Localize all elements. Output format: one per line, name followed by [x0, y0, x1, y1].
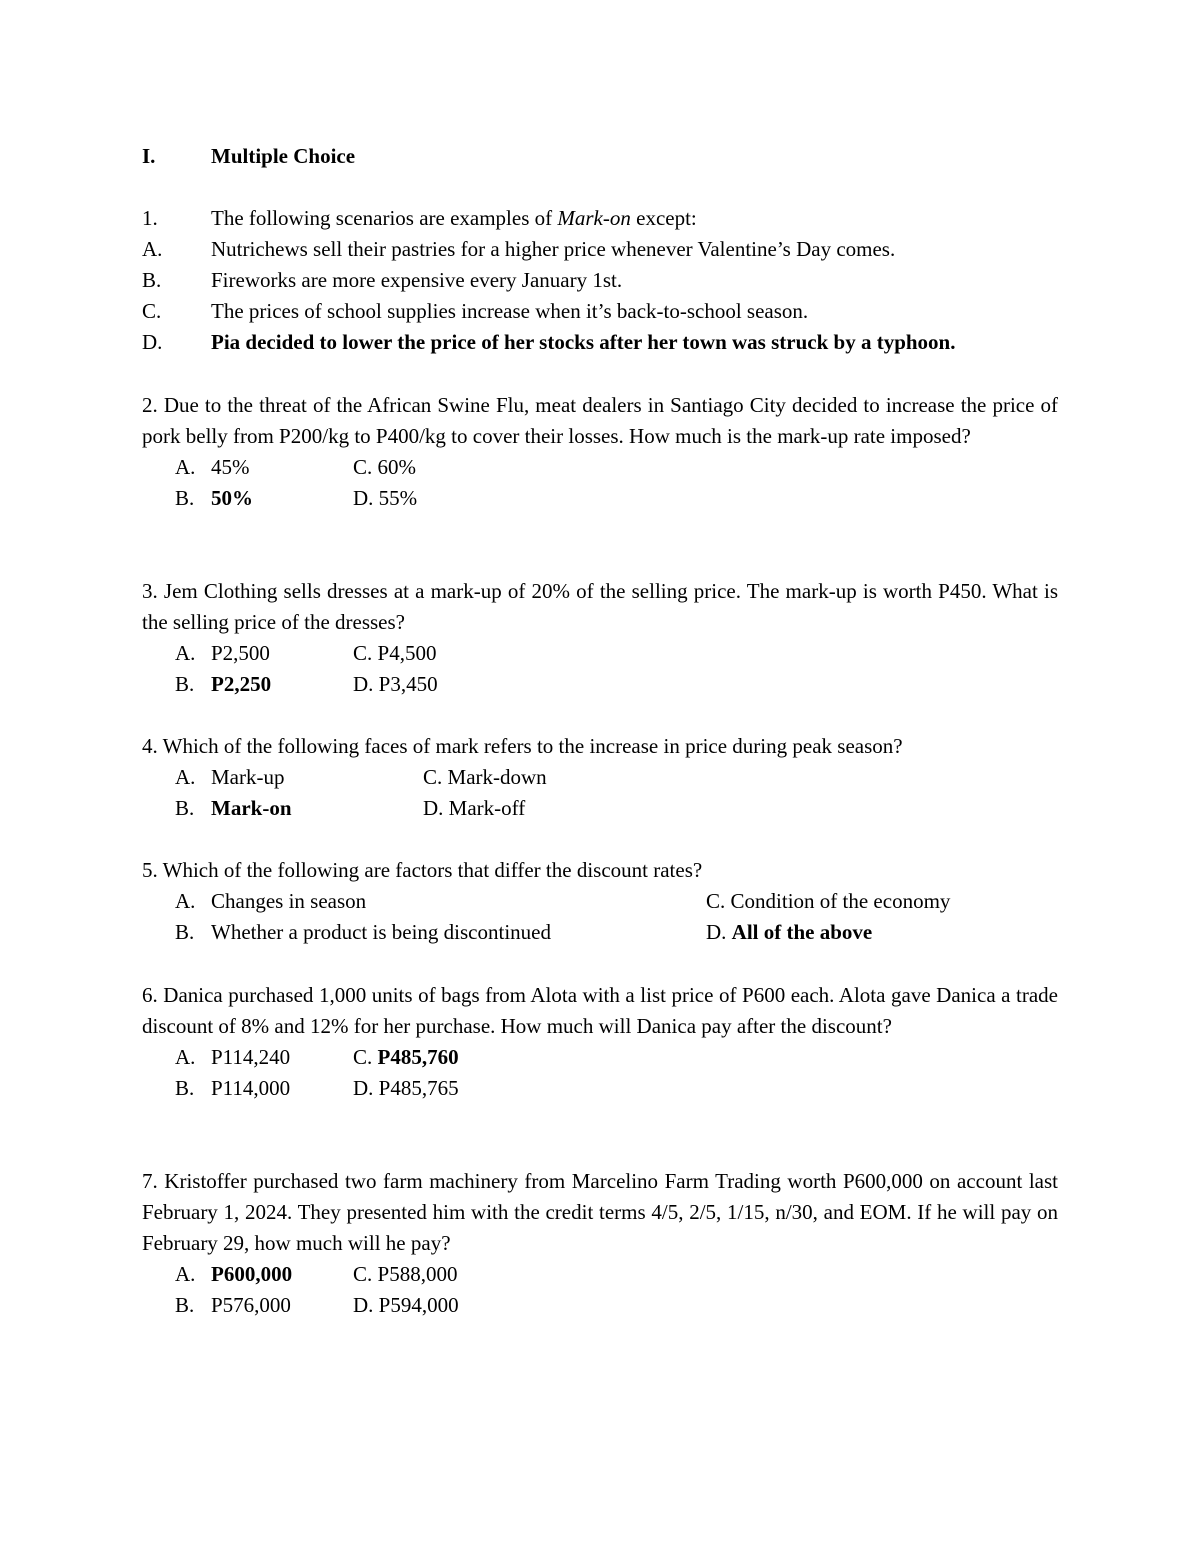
section-title: Multiple Choice [211, 144, 356, 168]
question-7-choices [175, 1259, 1058, 1321]
choice-c-text: P588,000 [377, 1262, 458, 1286]
choice-letter: C. [353, 1262, 373, 1286]
section-number: I. [142, 144, 156, 168]
question-3-stem: 3. Jem Clothing sells dresses at a mark-up of 20% of the selling price. The mark-up is worth P450. What is the selling price of the dresses? [142, 579, 1058, 634]
question-1-stem [142, 203, 956, 234]
question-4-stem: 4. Which of the following faces of mark refers to the increase in price during peak season? [142, 734, 903, 758]
choice-letter: A. [175, 1045, 196, 1069]
choice-c-text: Mark-down [447, 765, 547, 789]
choice-letter: A. [175, 641, 196, 665]
question-7-stem: 7. Kristoffer purchased two farm machinery from Marcelino Farm Trading worth P600,000 on account last February 1, 2024. They presented him with the credit terms 4/5, 2/5, 1/15, n/30, and EOM. If he will pay on February 29, how much will he pay? [142, 1169, 1058, 1255]
choice-b-text: P114,000 [211, 1076, 291, 1100]
choice-letter: C. [353, 641, 373, 665]
choice-letter: A. [175, 1262, 196, 1286]
question-2 [142, 390, 1058, 514]
choice-c-text: P4,500 [377, 641, 437, 665]
choice-letter: A. [175, 889, 196, 913]
choice-b-text: Whether a product is being discontinued [211, 920, 551, 944]
choice-letter: B. [142, 268, 162, 292]
choice-a-text: P114,240 [211, 1045, 291, 1069]
choice-letter: D. [353, 1076, 374, 1100]
choice-c-text-correct: P485,760 [377, 1045, 459, 1069]
choice-a-text: Changes in season [211, 889, 367, 913]
choice-letter: B. [175, 920, 195, 944]
choice-letter: C. [706, 889, 726, 913]
choice-letter: D. [353, 486, 374, 510]
choice-text: The prices of school supplies increase when it’s back-to-school season. [211, 299, 809, 323]
question-1-choice-d [142, 327, 956, 358]
choice-letter: C. [142, 299, 162, 323]
question-1-stem-before: The following scenarios are examples of [211, 206, 558, 230]
section-heading [142, 141, 355, 172]
choice-d-text-correct: All of the above [731, 920, 873, 944]
choice-letter: D. [142, 330, 163, 354]
choice-d-text: P3,450 [378, 672, 438, 696]
question-1-number: 1. [142, 206, 158, 230]
choice-a-text-correct: P600,000 [211, 1262, 293, 1286]
question-3 [142, 576, 1058, 700]
question-1-choice-a [142, 234, 956, 265]
choice-letter: C. [353, 1045, 373, 1069]
question-6-stem: 6. Danica purchased 1,000 units of bags from Alota with a list price of P600 each. Alota gave Danica a trade discount of 8% and 12% for her purchase. How much will Danica pay after the discount? [142, 983, 1058, 1038]
question-1-stem-italic: Mark-on [557, 206, 631, 230]
choice-letter: A. [175, 765, 196, 789]
choice-b-text: P576,000 [211, 1293, 291, 1317]
choice-text-correct: Pia decided to lower the price of her stocks after her town was struck by a typhoon. [211, 330, 956, 354]
question-5 [142, 855, 1058, 948]
choice-a-text: P2,500 [211, 641, 270, 665]
choice-b-text-correct: P2,250 [211, 672, 272, 696]
question-7 [142, 1166, 1058, 1321]
choice-letter: B. [175, 796, 195, 820]
choice-b-text-correct: 50% [211, 486, 253, 510]
choice-c-text: 60% [377, 455, 417, 479]
question-4 [142, 731, 1058, 824]
choice-letter: C. [423, 765, 443, 789]
choice-letter: C. [353, 455, 373, 479]
choice-letter: A. [175, 455, 196, 479]
question-6 [142, 980, 1058, 1104]
choice-letter: D. [353, 1293, 374, 1317]
question-1 [142, 203, 956, 358]
question-5-stem: 5. Which of the following are factors that differ the discount rates? [142, 858, 703, 882]
choice-a-text: 45% [211, 455, 250, 479]
choice-letter: D. [423, 796, 444, 820]
question-1-choice-c [142, 296, 956, 327]
choice-d-text: Mark-off [448, 796, 526, 820]
question-1-stem-after: except: [630, 206, 697, 230]
question-2-choices [175, 452, 1058, 514]
choice-letter: B. [175, 1076, 195, 1100]
question-1-choice-b [142, 265, 956, 296]
choice-d-text: P594,000 [378, 1293, 459, 1317]
question-4-choices [175, 762, 1058, 824]
choice-letter: B. [175, 1293, 195, 1317]
choice-letter: D. [353, 672, 374, 696]
question-3-choices [175, 638, 1058, 700]
question-5-choices [175, 886, 1058, 948]
choice-text: Fireworks are more expensive every January 1st. [211, 268, 623, 292]
choice-c-text: Condition of the economy [730, 889, 951, 913]
choice-d-text: P485,765 [378, 1076, 459, 1100]
choice-b-text-correct: Mark-on [211, 796, 292, 820]
choice-letter: A. [142, 237, 163, 261]
choice-letter: B. [175, 672, 195, 696]
question-1-stem-text [211, 203, 697, 234]
question-6-choices [175, 1042, 1058, 1104]
question-2-stem: 2. Due to the threat of the African Swine Flu, meat dealers in Santiago City decided to increase the price of pork belly from P200/kg to P400/kg to cover their losses. How much is the mark-up rate imposed? [142, 393, 1058, 448]
choice-a-text: Mark-up [211, 765, 285, 789]
choice-letter: B. [175, 486, 195, 510]
choice-text: Nutrichews sell their pastries for a higher price whenever Valentine’s Day comes. [211, 237, 896, 261]
choice-letter: D. [706, 920, 727, 944]
choice-d-text: 55% [378, 486, 418, 510]
